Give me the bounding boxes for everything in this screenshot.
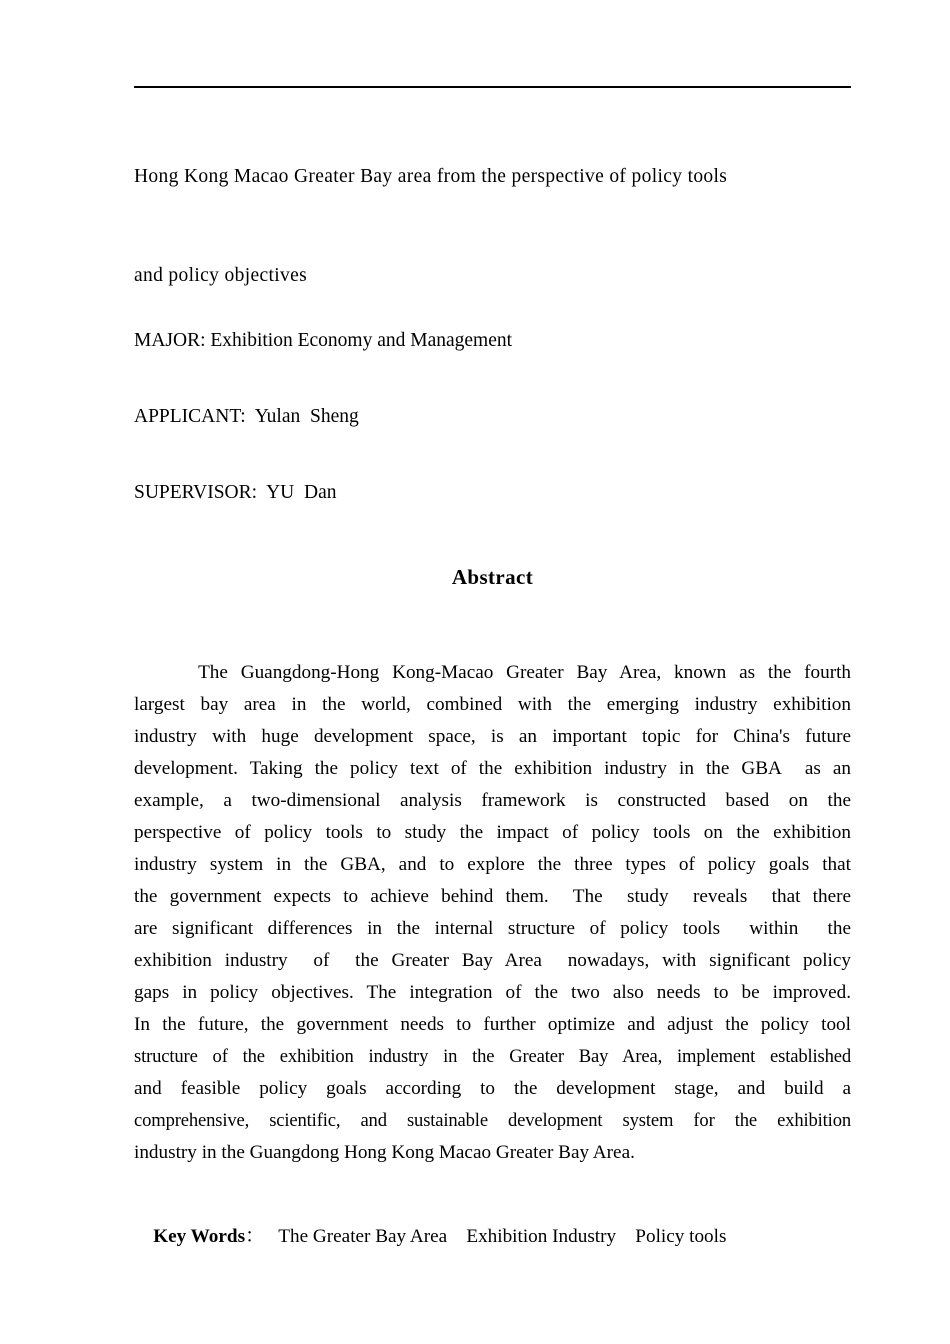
abstract-line: development. Taking the policy text of the exhibition industry in the GBA as an: [134, 758, 851, 779]
abstract-line: perspective of policy tools to study the impact of policy tools on the exhibition: [134, 822, 851, 843]
abstract-line: largest bay area in the world, combined with the emerging industry exhibition: [134, 694, 851, 715]
title-line-1: Hong Kong Macao Greater Bay area from the perspective of policy tools: [134, 166, 728, 187]
abstract-line: industry in the Guangdong Hong Kong Macao Greater Bay Area.: [134, 1142, 635, 1163]
keywords-line: [134, 1192, 874, 1282]
abstract-body: [134, 657, 851, 1169]
keywords-separator: ：: [245, 1226, 265, 1247]
header-rule: [134, 86, 851, 88]
abstract-line: industry system in the GBA, and to explore the three types of policy goals that: [134, 854, 851, 875]
keywords-items: The Greater Bay Area Exhibition Industry Policy tools: [278, 1226, 727, 1247]
document-metadata: [134, 303, 864, 531]
abstract-line: comprehensive, scientific, and sustainable development system for the exhibition: [134, 1110, 851, 1131]
abstract-line: The Guangdong-Hong Kong-Macao Greater Bay Area, known as the fourth: [134, 662, 852, 683]
abstract-line: and feasible policy goals according to the development stage, and build a: [134, 1078, 851, 1099]
abstract-line: industry with huge development space, is an important topic for China's future: [134, 726, 851, 747]
abstract-heading: Abstract: [451, 565, 534, 589]
metadata-supervisor: SUPERVISOR: YU Dan: [134, 482, 337, 503]
keywords-label: Key Words: [153, 1226, 246, 1247]
abstract-line: structure of the exhibition industry in the Greater Bay Area, implement established: [134, 1046, 851, 1067]
document-title: [134, 127, 864, 325]
abstract-line: gaps in policy objectives. The integration of the two also needs to be improved.: [134, 982, 851, 1003]
abstract-line: are significant differences in the internal structure of policy tools within the: [134, 918, 851, 939]
abstract-line: example, a two-dimensional analysis framework is constructed based on the: [134, 790, 851, 811]
abstract-line: exhibition industry of the Greater Bay Area nowadays, with significant policy: [134, 950, 851, 971]
metadata-applicant: APPLICANT: Yulan Sheng: [134, 406, 359, 427]
metadata-major: MAJOR: Exhibition Economy and Management: [134, 330, 513, 351]
abstract-line: the government expects to achieve behind them. The study reveals that there: [134, 886, 851, 907]
abstract-line: In the future, the government needs to further optimize and adjust the policy tool: [134, 1014, 851, 1035]
title-line-2: and policy objectives: [134, 265, 308, 286]
